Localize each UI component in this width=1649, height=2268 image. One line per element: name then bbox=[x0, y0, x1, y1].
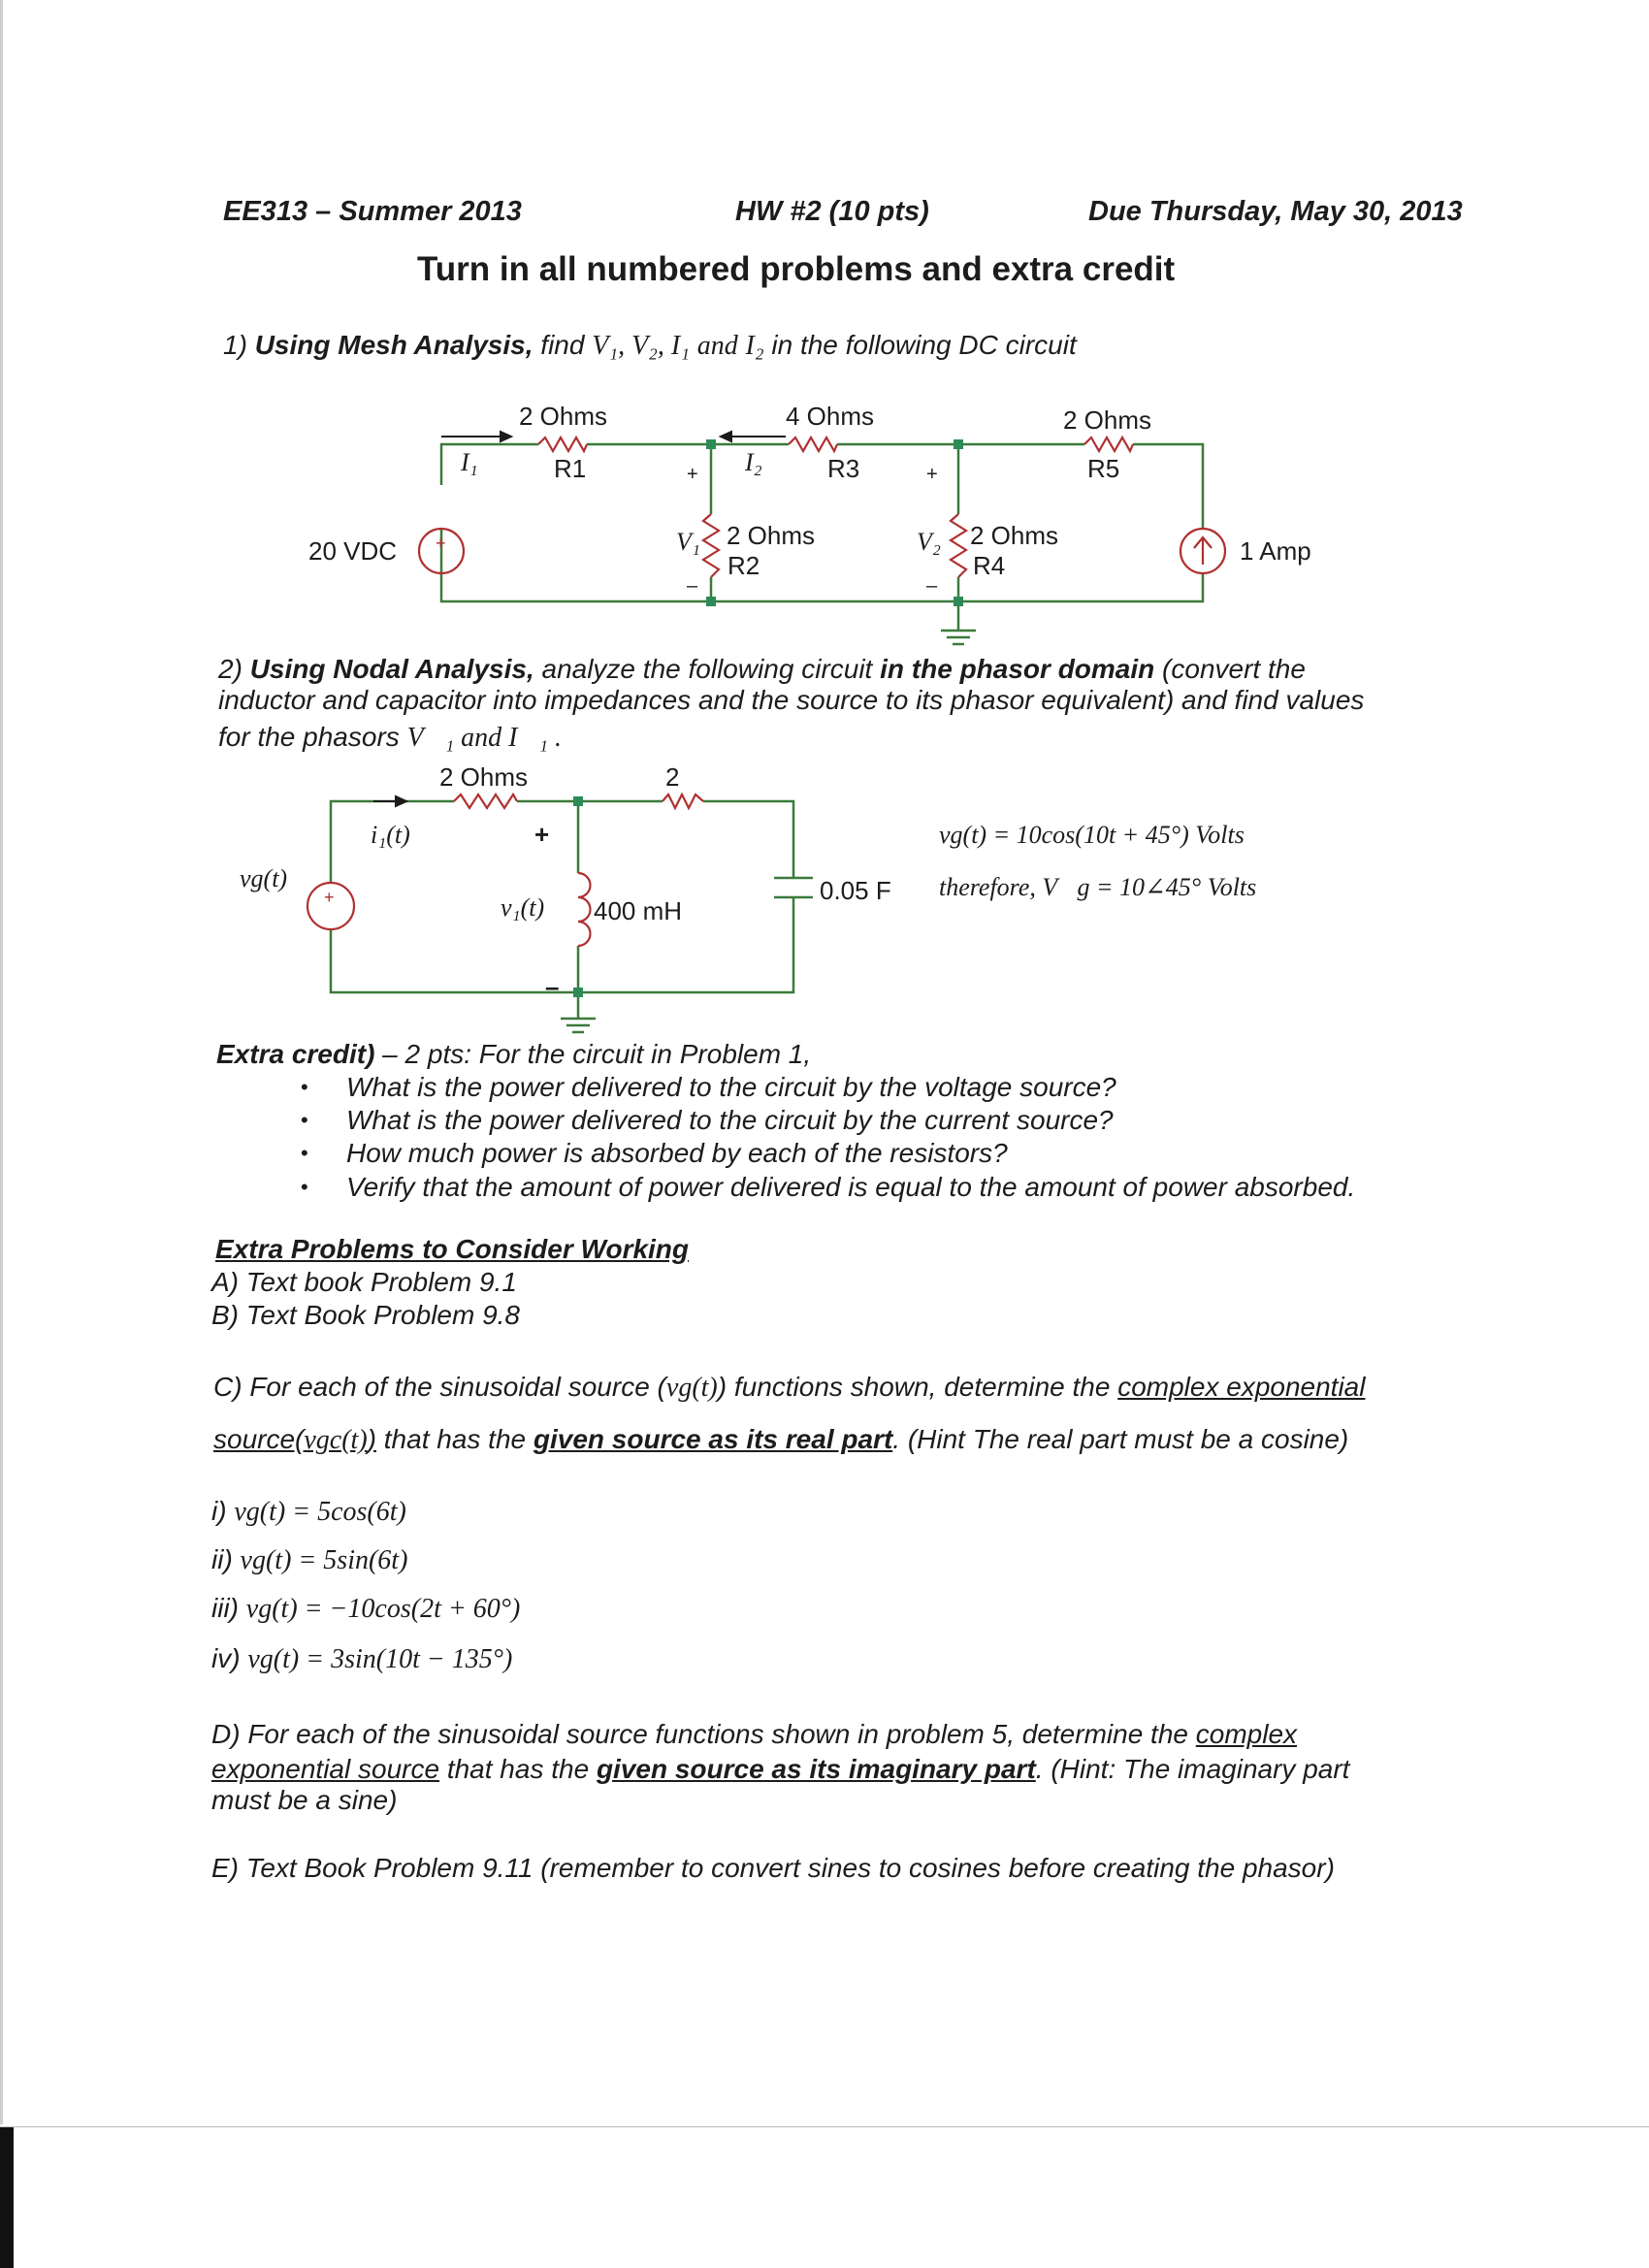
problem-1-text-b: in the following DC circuit bbox=[771, 330, 1077, 360]
extra-problem-d-line-2 bbox=[211, 1754, 1349, 1785]
c1-voltage-source-label: 20 VDC bbox=[308, 536, 398, 566]
bullet-icon: • bbox=[301, 1108, 308, 1132]
c2-phasor-equation: therefore, V⃗g = 10∠45° Volts bbox=[939, 873, 1257, 901]
list-equation: vg(t) = 5sin(6t) bbox=[240, 1545, 408, 1575]
problem-1-math-a: V₁, V₂, I₁ bbox=[592, 331, 690, 361]
d-text-a: D) For each of the sinusoidal source functions shown in problem 5, determine the bbox=[211, 1719, 1196, 1749]
problem-2-math: V⃗₁ and I⃗₁ . bbox=[406, 723, 563, 753]
problem-1-number: 1) bbox=[223, 330, 247, 360]
extra-problem-a: A) Text book Problem 9.1 bbox=[211, 1267, 517, 1297]
source-list-item-1 bbox=[211, 1496, 406, 1528]
c2-resistor-left-value: 2 Ohms bbox=[439, 762, 529, 792]
c-bold: given source as its real part bbox=[533, 1424, 893, 1454]
problem-2-text-c: for the phasors bbox=[218, 722, 400, 752]
c1-v2-minus: – bbox=[926, 575, 938, 597]
c2-resistor-right-zigzag bbox=[663, 794, 703, 808]
c2-resistor-left-zigzag bbox=[454, 794, 517, 808]
c-text-b: ) functions shown, determine the bbox=[717, 1372, 1118, 1402]
c2-vg-label: vg(t) bbox=[240, 864, 288, 892]
list-equation: vg(t) = −10cos(2t + 60°) bbox=[245, 1594, 521, 1624]
extra-problem-d-line-1 bbox=[211, 1719, 1297, 1750]
problem-2-text-a: analyze the following circuit bbox=[534, 654, 881, 684]
list-number: iii) bbox=[211, 1593, 239, 1623]
c2-node-top bbox=[573, 796, 583, 806]
c-underline-b: source( bbox=[213, 1424, 305, 1454]
extra-credit-label: Extra credit) bbox=[216, 1039, 375, 1069]
c2-inductor-label: 400 mH bbox=[594, 896, 683, 925]
c1-v2-plus: + bbox=[926, 464, 938, 485]
bullet-icon: • bbox=[301, 1075, 308, 1099]
c-text-c: that has the bbox=[376, 1424, 534, 1454]
c1-r1-value: 2 Ohms bbox=[519, 402, 608, 431]
c1-current-source-label: 1 Amp bbox=[1240, 536, 1311, 566]
c1-r2-value: 2 Ohms bbox=[727, 521, 816, 550]
extra-problem-b: B) Text Book Problem 9.8 bbox=[211, 1300, 521, 1330]
problem-1-and: and bbox=[696, 331, 738, 361]
c1-i2-label: I₂ bbox=[745, 448, 762, 476]
problem-1-text-a: find bbox=[540, 330, 585, 360]
extra-credit-item: How much power is absorbed by each of the resistors? bbox=[346, 1138, 1008, 1168]
list-number: ii) bbox=[211, 1544, 233, 1574]
problem-2-method: Using Nodal Analysis, bbox=[249, 654, 534, 684]
bullet-icon: • bbox=[301, 1141, 308, 1165]
svg-text:+: + bbox=[436, 534, 446, 553]
c-underline-c: ) bbox=[367, 1424, 376, 1454]
extra-credit-intro bbox=[216, 1039, 811, 1070]
extra-problem-e: E) Text Book Problem 9.11 (remember to convert sines to cosines before creating the phasor) bbox=[211, 1853, 1335, 1883]
c2-v1-minus: – bbox=[545, 972, 560, 1001]
svg-text:+: + bbox=[324, 888, 335, 907]
c1-r3-name: R3 bbox=[827, 454, 860, 483]
c2-i1-arrow-head-icon bbox=[396, 796, 406, 806]
extra-credit-item: What is the power delivered to the circuit by the current source? bbox=[346, 1105, 1114, 1135]
problem-2-text-b: (convert the bbox=[1154, 654, 1306, 684]
extra-credit-item: Verify that the amount of power delivered is equal to the amount of power absorbed. bbox=[346, 1172, 1356, 1202]
problem-1-method: Using Mesh Analysis, bbox=[254, 330, 534, 360]
c1-r2-name: R2 bbox=[728, 551, 760, 580]
list-equation: vg(t) = 3sin(10t − 135°) bbox=[247, 1644, 513, 1674]
c-text-a: C) For each of the sinusoidal source ( bbox=[213, 1372, 666, 1402]
c1-v1-plus: + bbox=[687, 464, 698, 485]
source-list-item-3 bbox=[211, 1593, 520, 1625]
list-number: iv) bbox=[211, 1643, 241, 1673]
extra-credit-item: What is the power delivered to the circuit by the voltage source? bbox=[346, 1072, 1116, 1102]
bullet-icon: • bbox=[301, 1175, 308, 1199]
c1-v1-label: V₁ bbox=[676, 528, 700, 556]
due-date: Due Thursday, May 30, 2013 bbox=[1088, 196, 1463, 227]
c2-i1-label: i₁(t) bbox=[371, 821, 410, 849]
source-list-item-2 bbox=[211, 1544, 407, 1576]
c2-node-bottom bbox=[573, 988, 583, 997]
page-title: Turn in all numbered problems and extra credit bbox=[417, 250, 1176, 288]
hw-title: HW #2 (10 pts) bbox=[735, 196, 929, 227]
c-math-vgc: vgc(t) bbox=[304, 1425, 368, 1455]
c-underline-a: complex exponential bbox=[1117, 1372, 1366, 1402]
c2-inductor-icon bbox=[578, 873, 591, 946]
c1-r5-name: R5 bbox=[1087, 454, 1120, 483]
c1-r4-value: 2 Ohms bbox=[970, 521, 1059, 550]
d-text-c: . (Hint: The imaginary part bbox=[1035, 1754, 1350, 1784]
list-number: i) bbox=[211, 1496, 227, 1526]
c1-r1-name: R1 bbox=[554, 454, 587, 483]
c1-r3-value: 4 Ohms bbox=[786, 402, 875, 431]
d-underline-b: exponential source bbox=[211, 1754, 440, 1784]
d-underline-a: complex bbox=[1195, 1719, 1298, 1749]
extra-problems-heading: Extra Problems to Consider Working bbox=[215, 1234, 690, 1264]
d-bold: given source as its imaginary part bbox=[596, 1754, 1036, 1784]
problem-1-math-b: I₂ bbox=[745, 331, 764, 361]
c2-v1-plus: + bbox=[534, 820, 550, 849]
c1-r5-value: 2 Ohms bbox=[1063, 405, 1152, 435]
course-title: EE313 – Summer 2013 bbox=[223, 196, 522, 227]
c2-v1-label: v₁(t) bbox=[501, 893, 545, 922]
c2-wire-bottom bbox=[331, 897, 793, 992]
c1-i1-label: I₁ bbox=[461, 448, 478, 476]
problem-2-line-2: inductor and capacitor into impedances and the source to its phasor equivalent) and find values bbox=[218, 685, 1365, 715]
source-list-item-4 bbox=[211, 1643, 512, 1675]
c2-capacitor-label: 0.05 F bbox=[820, 876, 891, 905]
c2-source-equation: vg(t) = 10cos(10t + 45°) Volts bbox=[939, 821, 1245, 849]
list-equation: vg(t) = 5cos(6t) bbox=[234, 1497, 406, 1527]
c1-r4-name: R4 bbox=[973, 551, 1006, 580]
c-text-d: . (Hint The real part must be a cosine) bbox=[892, 1424, 1349, 1454]
extra-problem-c-line-1 bbox=[213, 1372, 1365, 1404]
problem-2-number: 2) bbox=[218, 654, 250, 684]
problem-2-bold: in the phasor domain bbox=[880, 654, 1155, 684]
c2-resistor-right-value: 2 bbox=[665, 762, 680, 792]
d-text-b: that has the bbox=[439, 1754, 597, 1784]
c-math-vg: vg(t) bbox=[665, 1373, 718, 1403]
c1-v2-label: V₂ bbox=[917, 528, 941, 556]
c1-v1-minus: – bbox=[687, 575, 698, 597]
extra-credit-text: – 2 pts: For the circuit in Problem 1, bbox=[374, 1039, 812, 1069]
extra-problem-d-line-3: must be a sine) bbox=[211, 1785, 398, 1815]
c2-wire-top-right bbox=[703, 801, 793, 878]
extra-problem-c-line-2 bbox=[213, 1424, 1348, 1456]
